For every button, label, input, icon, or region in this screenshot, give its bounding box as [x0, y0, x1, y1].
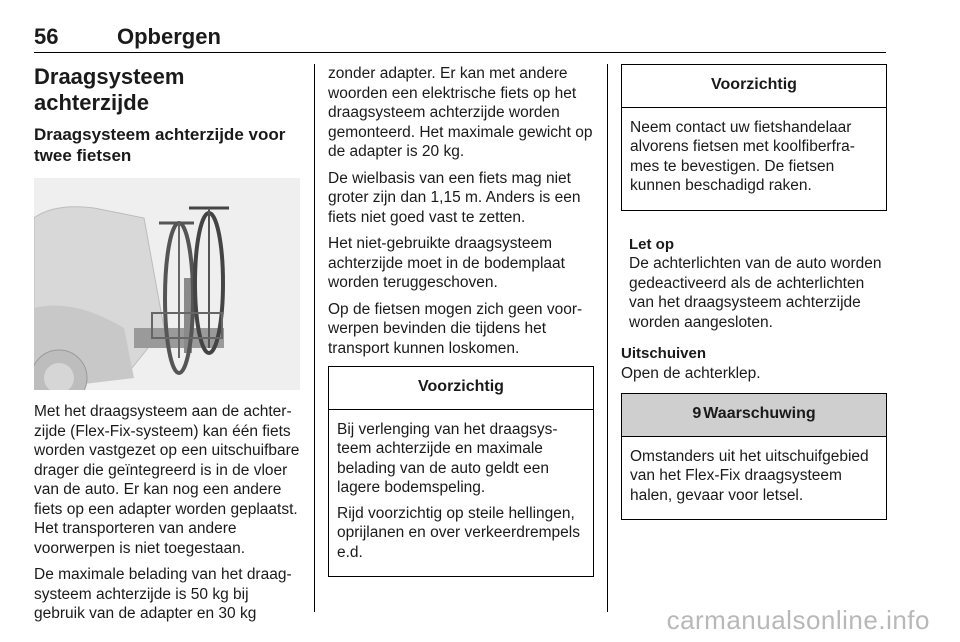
caution-box	[621, 64, 887, 211]
paragraph: De maximale belading van het draagsysteem achterzijde is 50 kg bij gebruik van de adapter en 30 kg	[34, 566, 292, 622]
warning-box	[621, 393, 887, 520]
caution-text: Bij verlenging van het draagsysteem achterzijde en maximale belading van de auto geldt een lagere bodemspeling.	[337, 420, 558, 496]
watermark: carmanualsonline.info	[666, 605, 930, 635]
caution-heading: Voorzichtig	[622, 65, 886, 108]
column-2	[328, 64, 594, 589]
paragraph: zonder adapter. Er kan met andere woorden een elektrische fiets op het draagsysteem achterzijde worden gemonteerd. Het maximale gewicht op de adapter is 20 kg.	[328, 65, 593, 160]
column-3	[621, 64, 887, 532]
caution-box	[328, 366, 594, 577]
subheading: Uitschuiven	[621, 345, 707, 362]
paragraph: Op de fietsen mogen zich geen voorwerpen bevinden die tijdens het transport kunnen loskomen.	[328, 300, 583, 357]
warning-heading: Waarschuwing	[703, 405, 816, 422]
note-label: Let op	[629, 235, 674, 253]
caution-heading: Voorzichtig	[329, 367, 593, 410]
paragraph: De wielbasis van een fiets mag niet groter zijn dan 1,15 m. Anders is een fiets niet goed vast te zetten.	[328, 169, 581, 226]
subsection-title: Draagsysteem achterzijde voor twee fietsen	[34, 125, 286, 165]
paragraph: Met het draagsysteem aan de achterzijde (Flex-Fix-systeem) kan één fiets worden vastgezet op een uitschuifbare drager die geïntegreerd is in de vloer van de auto. Er kan nog een andere fiets op een adapter worden geplaatst. Het transporteren van andere voorwerpen is niet toegestaan.	[34, 403, 300, 557]
bike-carrier-illustration	[34, 178, 300, 390]
column-divider	[314, 64, 315, 612]
page-number: 56	[34, 24, 59, 49]
note-block	[621, 223, 887, 333]
column-1	[34, 64, 300, 631]
page-header	[34, 22, 886, 53]
warning-header	[622, 394, 886, 437]
column-divider	[607, 64, 608, 612]
section-title: Draagsysteem achterzijde	[34, 64, 185, 115]
instruction: Open de achterklep.	[621, 364, 761, 382]
caution-text: Rijd voorzichtig op steile hellingen, oprijlanen en over verkeerdrempels e.d.	[337, 504, 580, 561]
warning-icon: 9	[692, 405, 702, 422]
paragraph: Het niet-gebruikte draagsysteem achterzijde moet in de bodemplaat worden teruggeschoven.	[328, 235, 565, 291]
note-text: De achterlichten van de auto worden gedeactiveerd als de achterlichten van het draagsysteem achterzijde worden aangesloten.	[629, 255, 882, 331]
warning-text: Omstanders uit het uitschuifgebied van het Flex-Fix draagsysteem halen, gevaar voor letsel.	[630, 447, 869, 504]
running-section-title: Opbergen	[117, 24, 221, 49]
caution-text: Neem contact uw fietshandelaar alvorens fietsen met koolfiberframes te bevestigen. De fietsen kunnen beschadigd raken.	[630, 118, 855, 194]
